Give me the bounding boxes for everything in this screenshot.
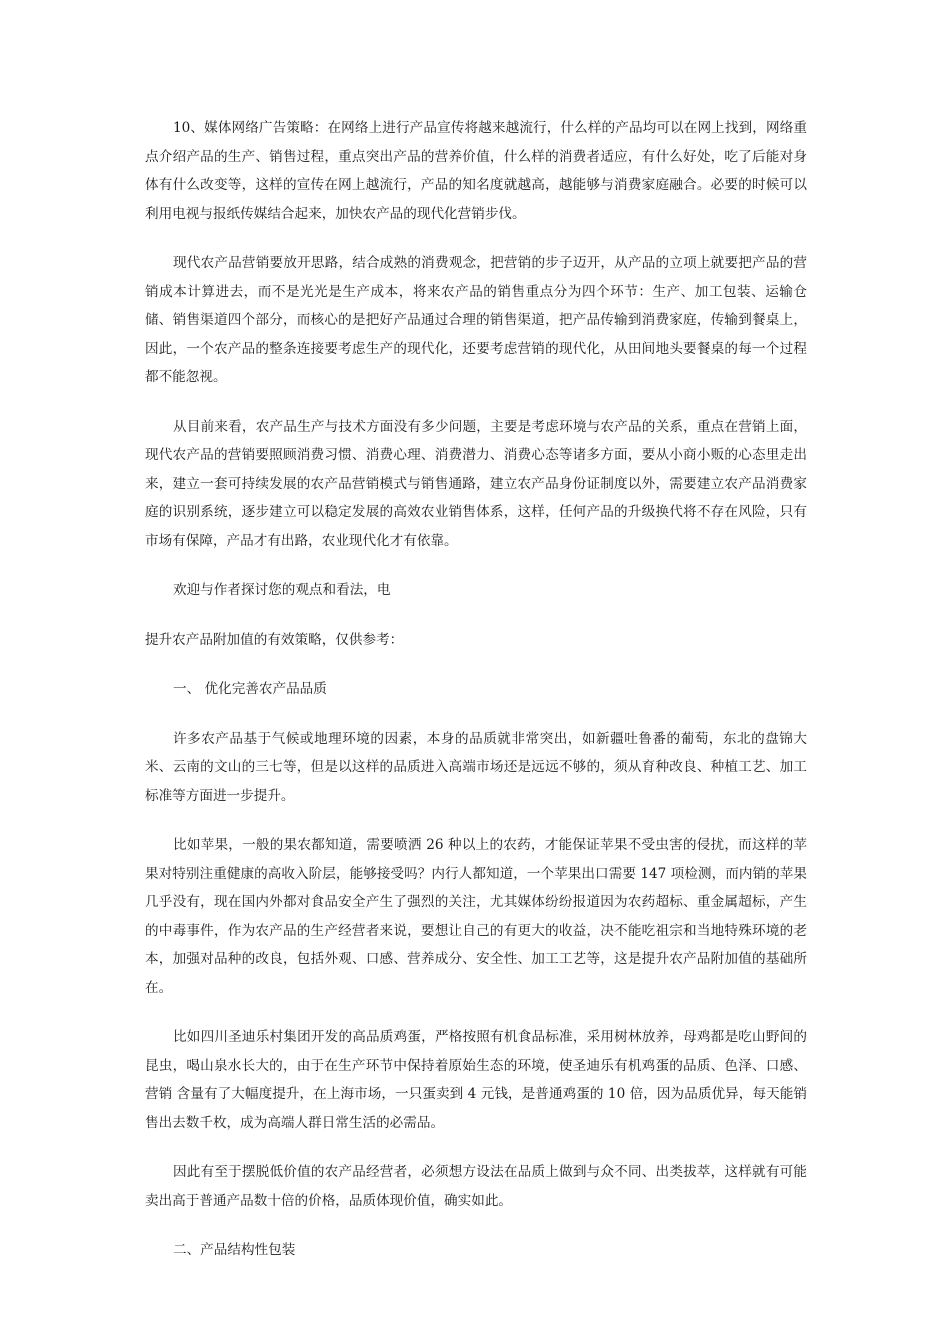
paragraph-strategy-intro: 提升农产品附加值的有效策略，仅供参考： [145,631,404,648]
section-heading-packaging: 二、产品结构性包装 [173,1242,296,1258]
section-heading-quality: 一、 优化完善农产品品质 [173,681,327,697]
paragraph-current-situation: 从目前来看，农产品生产与技术方面没有多少问题，主要是考虑环境与农产品的关系，重点在营销上面，现代农产品的营销要照顾消费习惯、消费心理、消费潜力、消费心态等诸多方面，要从小商小贩的心态里走出来，建立一套可持续发展的农产品营销模式与销售通路，建立农产品身份证制度以外，需要建立农产品消费家庭的识别系统，逐步建立可以稳定发展的高效农业销售体系，这样，任何产品的升级换代将不存在风险，只有市场有保障，产品才有出路，农业现代化才有依靠。 [145,418,807,549]
paragraph-apple-example: 比如苹果，一般的果农都知道，需要喷洒 26 种以上的农药，才能保证苹果不受虫害的侵扰，而这样的苹果对特别注重健康的高收入阶层，能够接受吗？内行人都知道，一个苹果出口需要 147 项检测，而内销的苹果几乎没有，现在国内外都对食品安全产生了强烈的关注，尤其媒体纷纷报道因为农药超标、重金属超标，产生的中毒事件，作为农产品的生产经营者来说，要想让自己的有更大的收益，决不能吃祖宗和当地特殊环境的老本，加强对品种的改良，包括外观、口感、营养成分、安全性、加工工艺等，这是提升农产品附加值的基础所在。 [145,837,807,996]
paragraph-quality-regions: 许多农产品基于气候或地理环境的因素，本身的品质就非常突出，如新疆吐鲁番的葡萄，东北的盘锦大米、云南的文山的三七等，但是以这样的品质进入高端市场还是远远不够的，须从育种改良、种植工艺、加工标准等方面进一步提升。 [145,730,807,804]
paragraph-media-advertising: 10、媒体网络广告策略：在网络上进行产品宣传将越来越流行，什么样的产品均可以在网上找到，网络重点介绍产品的生产、销售过程，重点突出产品的营养价值，什么样的消费者适应，有什么好处，吃了后能对身体有什么改变等，这样的宣传在网上越流行，产品的知名度就越高，越能够与消费家庭融合。必要的时候可以利用电视与报纸传媒结合起来，加快农产品的现代化营销步伐。 [145,120,807,222]
paragraph-conclusion: 因此有至于摆脱低价值的农产品经营者，必须想方设法在品质上做到与众不同、出类拔萃，这样就有可能卖出高于普通产品数十倍的价格，品质体现价值，确实如此。 [145,1164,807,1209]
paragraph-modern-marketing: 现代农产品营销要放开思路，结合成熟的消费观念，把营销的步子迈开，从产品的立项上就要把产品的营销成本计算进去，而不是光光是生产成本，将来农产品的销售重点分为四个环节：生产、加工包装、运输仓储、销售渠道四个部分，而核心的是把好产品通过合理的销售渠道，把产品传输到消费家庭，传输到餐桌上，因此，一个农产品的整条连接要考虑生产的现代化，还要考虑营销的现代化，从田间地头要餐桌的每一个过程都不能忽视。 [145,255,807,385]
document-page [145,114,807,1265]
paragraph-egg-example: 比如四川圣迪乐村集团开发的高品质鸡蛋，严格按照有机食品标准，采用树林放养，母鸡都是吃山野间的昆虫，喝山泉水长大的，由于在生产环节中保持着原始生态的环境，使圣迪乐有机鸡蛋的品质、色泽、口感、营销 含量有了大幅度提升，在上海市场，一只蛋卖到 4 元钱，是普通鸡蛋的 10 倍，因为品质优异，每天能销售出去数千枚，成为高端人群日常生活的必需品。 [145,1029,807,1131]
paragraph-welcome: 欢迎与作者探讨您的观点和看法，电 [173,582,391,598]
